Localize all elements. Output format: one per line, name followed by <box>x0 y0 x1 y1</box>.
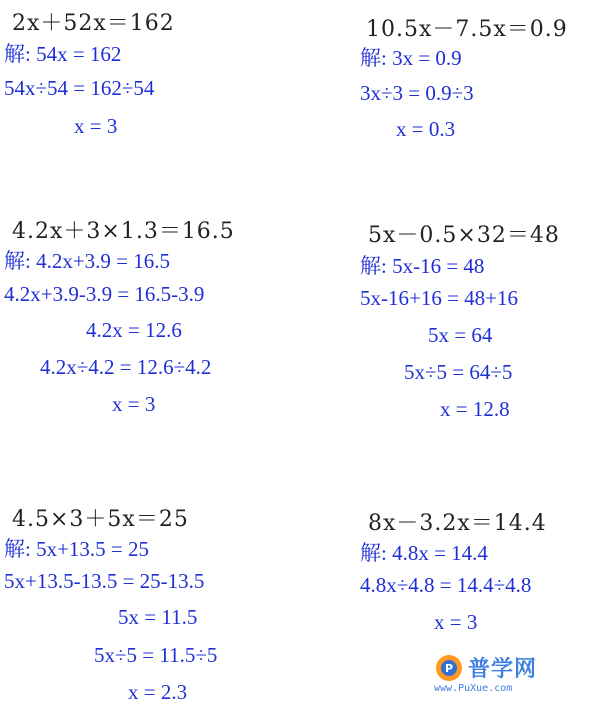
watermark-title: 普学网 <box>468 657 538 682</box>
problem-4-step-3: 5x = 64 <box>428 323 493 347</box>
problem-6-step-3: x = 3 <box>434 610 478 634</box>
problem-6-step-1: 解: 4.8x = 14.4 <box>360 541 488 565</box>
problem-3-step-3: 4.2x = 12.6 <box>86 318 182 342</box>
problem-4-step-4: 5x÷5 = 64÷5 <box>404 360 513 384</box>
problem-4-step-5: x = 12.8 <box>440 397 510 421</box>
puxue-logo-icon <box>436 655 462 681</box>
problem-4-step-1: 解: 5x-16 = 48 <box>360 254 485 278</box>
problem-1-step-1: 解: 54x = 162 <box>4 42 122 66</box>
problem-6-step-2: 4.8x÷4.8 = 14.4÷4.8 <box>360 573 532 597</box>
problem-3-step-4: 4.2x÷4.2 = 12.6÷4.2 <box>40 355 212 379</box>
problem-2-step-2: 3x÷3 = 0.9÷3 <box>360 81 474 105</box>
problem-5-step-4: 5x÷5 = 11.5÷5 <box>94 643 218 667</box>
problem-2-equation: 10.5x－7.5x＝0.9 <box>366 17 568 42</box>
problem-4-step-2: 5x-16+16 = 48+16 <box>360 286 519 310</box>
problem-2-step-3: x = 0.3 <box>396 117 456 141</box>
problem-5-step-5: x = 2.3 <box>128 680 188 704</box>
problem-4-equation: 5x－0.5×32＝48 <box>368 223 560 248</box>
problem-1-step-3: x = 3 <box>74 114 118 138</box>
problem-5-step-1: 解: 5x+13.5 = 25 <box>4 537 150 561</box>
problem-5-equation: 4.5×3＋5x＝25 <box>12 507 189 532</box>
problem-2-step-1: 解: 3x = 0.9 <box>360 46 462 70</box>
problem-3-step-5: x = 3 <box>112 392 156 416</box>
problem-3-step-1: 解: 4.2x+3.9 = 16.5 <box>4 249 171 273</box>
problem-5-step-2: 5x+13.5-13.5 = 25-13.5 <box>4 569 205 593</box>
watermark-logo-letter: P <box>441 660 457 676</box>
watermark-url: www.PuXue.com <box>434 683 513 694</box>
problem-5-step-3: 5x = 11.5 <box>118 605 198 629</box>
problem-1-step-2: 54x÷54 = 162÷54 <box>4 76 155 100</box>
problem-3-equation: 4.2x＋3×1.3＝16.5 <box>12 219 235 244</box>
problem-3-step-2: 4.2x+3.9-3.9 = 16.5-3.9 <box>4 282 205 306</box>
problem-6-equation: 8x－3.2x＝14.4 <box>368 511 547 536</box>
problem-1-equation: 2x＋52x＝162 <box>12 11 175 36</box>
